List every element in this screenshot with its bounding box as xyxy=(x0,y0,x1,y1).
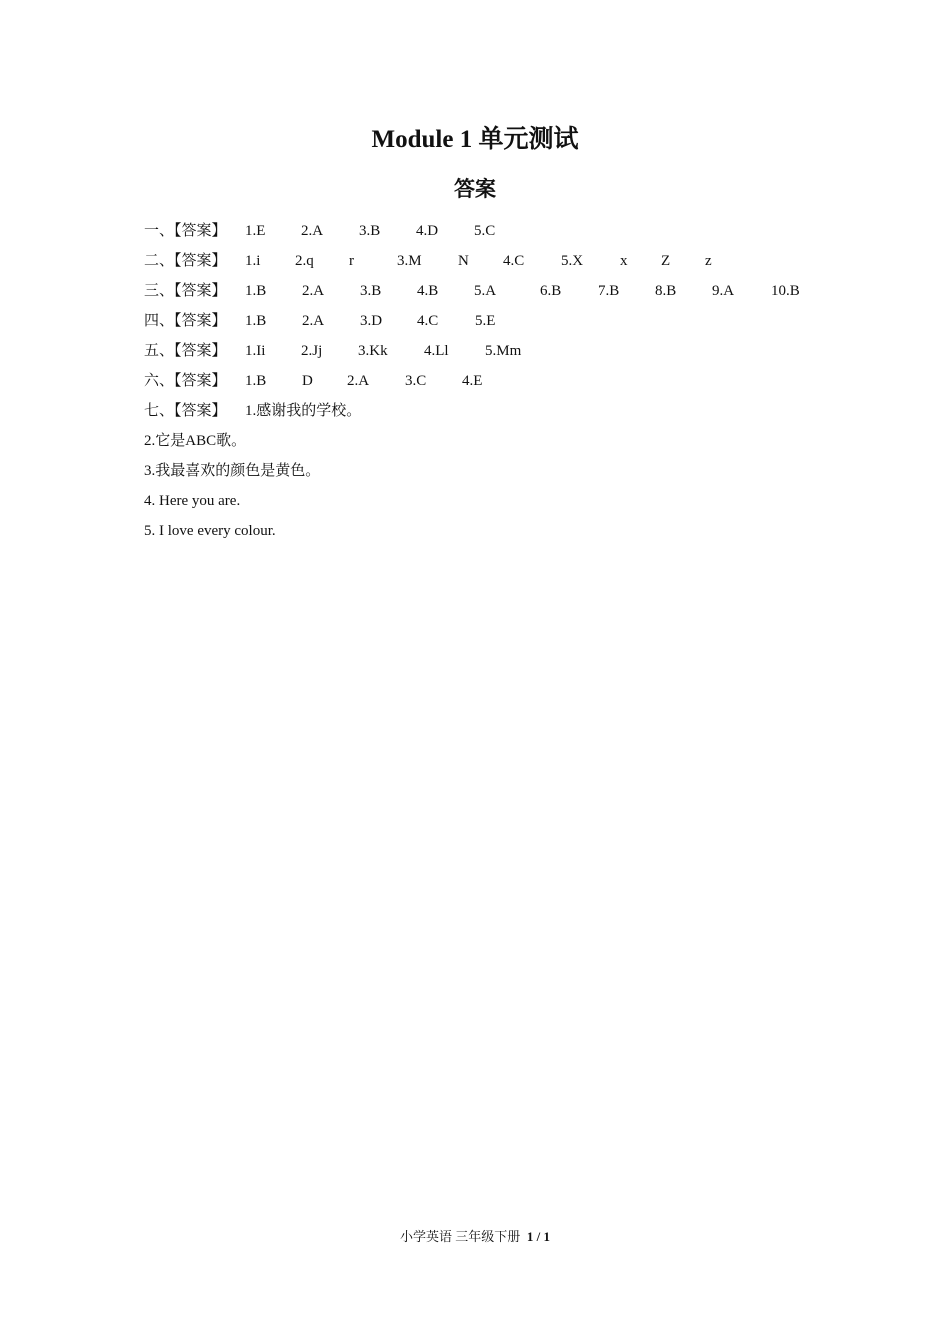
answer-item: 3.C xyxy=(405,373,427,389)
answer-item: 5.E xyxy=(475,313,496,329)
answer-item: 10.B xyxy=(771,283,800,299)
answer-item: 2.A xyxy=(301,223,324,239)
answer-item: 5.C xyxy=(474,223,496,239)
answer-item: 7.B xyxy=(598,283,620,299)
answer-text: 4. Here you are. xyxy=(144,493,241,509)
answer-item: 1.B xyxy=(245,313,267,329)
answer-item: N xyxy=(458,253,469,269)
section-prefix: 七、【答案】 xyxy=(144,403,227,419)
answer-line xyxy=(144,456,844,486)
answer-item: 3.M xyxy=(397,253,422,269)
answer-item: 8.B xyxy=(655,283,677,299)
answer-item: 2.A xyxy=(302,283,325,299)
answer-item: x xyxy=(620,253,628,269)
answer-text: 2.它是ABC歌。 xyxy=(144,433,247,449)
answer-item: z xyxy=(705,253,712,269)
section-prefix: 五、【答案】 xyxy=(144,343,227,359)
answer-line xyxy=(144,426,844,456)
answer-item: 4.E xyxy=(462,373,483,389)
section-prefix: 六、【答案】 xyxy=(144,373,227,389)
answer-item: 2.A xyxy=(302,313,325,329)
document-title: Module 1 单元测试 xyxy=(371,126,579,153)
section-prefix: 四、【答案】 xyxy=(144,313,227,329)
answer-section-7 xyxy=(144,396,844,426)
section-prefix: 一、【答案】 xyxy=(144,223,227,239)
answer-section-3 xyxy=(144,276,844,306)
answer-item: 5.X xyxy=(561,253,584,269)
answer-item: 2.Jj xyxy=(301,343,323,359)
answer-item: 1.B xyxy=(245,373,267,389)
answer-section-5 xyxy=(144,336,844,366)
answer-section-2 xyxy=(144,246,844,276)
answer-item: 1.Ii xyxy=(245,343,266,359)
answer-item: 1.B xyxy=(245,283,267,299)
answer-item: Z xyxy=(661,253,671,269)
answer-list xyxy=(144,216,844,546)
answer-item: 1.i xyxy=(245,253,261,269)
section-prefix: 二、【答案】 xyxy=(144,253,227,269)
answer-item: 5.Mm xyxy=(485,343,522,359)
answer-section-4 xyxy=(144,306,844,336)
answer-section-6 xyxy=(144,366,844,396)
answer-line xyxy=(144,486,844,516)
answer-item: 4.D xyxy=(416,223,439,239)
answer-item: 4.B xyxy=(417,283,439,299)
answer-item: 5.A xyxy=(474,283,497,299)
answer-item: 9.A xyxy=(712,283,735,299)
answer-item: D xyxy=(302,373,313,389)
answer-item: 1.E xyxy=(245,223,266,239)
answer-item: 2.q xyxy=(295,253,314,269)
answer-item: 3.D xyxy=(360,313,383,329)
page-footer xyxy=(0,1226,950,1248)
answer-item: 3.Kk xyxy=(358,343,388,359)
page-number-total: 1 xyxy=(543,1229,550,1244)
answer-item: 6.B xyxy=(540,283,562,299)
answer-item: 4.Ll xyxy=(424,343,449,359)
answer-line xyxy=(144,516,844,546)
answer-item: 3.B xyxy=(360,283,382,299)
footer-label: 小学英语 三年级下册 xyxy=(400,1229,521,1244)
page-number-current: 1 xyxy=(526,1229,534,1244)
answer-item: 1.感谢我的学校。 xyxy=(245,403,362,419)
answer-text: 3.我最喜欢的颜色是黄色。 xyxy=(144,463,321,479)
answer-item: 4.C xyxy=(417,313,439,329)
answer-heading: 答案 xyxy=(454,177,496,201)
answer-item: 2.A xyxy=(347,373,370,389)
page-number-separator: / xyxy=(536,1229,541,1244)
answer-item: r xyxy=(349,253,354,269)
answer-item: 4.C xyxy=(503,253,525,269)
section-prefix: 三、【答案】 xyxy=(144,283,227,299)
answer-item: 3.B xyxy=(359,223,381,239)
answer-text: 5. I love every colour. xyxy=(144,523,276,539)
answer-section-1 xyxy=(144,216,844,246)
